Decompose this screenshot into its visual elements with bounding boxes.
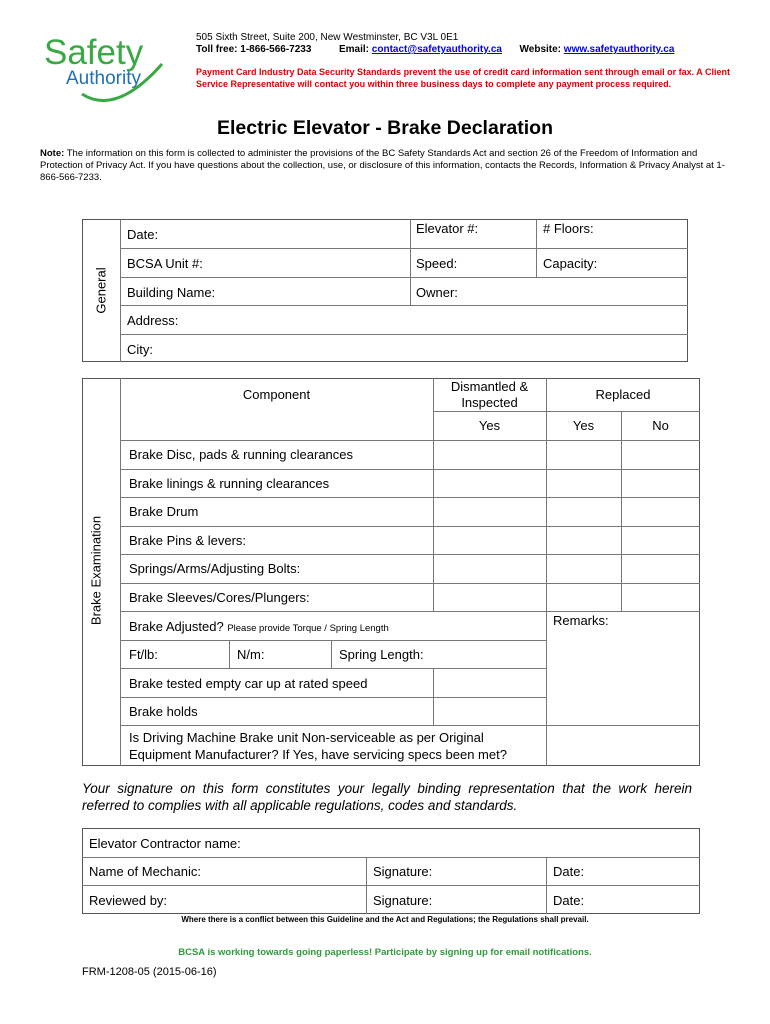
- privacy-note: [40, 148, 732, 184]
- brake-adjusted-label: Brake Adjusted? Please provide Torque / Spring Length: [129, 619, 389, 634]
- header-contact-line: [196, 44, 674, 56]
- pci-notice: Payment Card Industry Data Security Standards prevent the use of credit card information sent through email or fax. A Client Service Representative will contact you within three business days to complete any payment process required.: [196, 67, 730, 89]
- general-section-label: General: [93, 267, 109, 314]
- website-link[interactable]: www.safetyauthority.ca: [563, 44, 675, 55]
- mechanic-name-field[interactable]: Name of Mechanic:: [89, 864, 201, 879]
- note-label: Note:: [40, 148, 65, 159]
- email-link[interactable]: contact@safetyauthority.ca: [371, 44, 502, 55]
- replaced-yes-header: Yes: [572, 418, 595, 433]
- brake-holds-label: Brake holds: [129, 704, 198, 719]
- unit-number-field[interactable]: BCSA Unit #:: [127, 256, 203, 271]
- elevator-number-field[interactable]: Elevator #:: [416, 221, 479, 236]
- nonserviceable-question: Is Driving Machine Brake unit Non-serviceable as per Original Equipment Manufacturer? If Yes, have servicing specs been met?: [129, 730, 507, 762]
- dismantled-inspected-header: Dismantled & Inspected: [450, 379, 529, 410]
- safety-authority-logo: [38, 30, 178, 110]
- form-title: Electric Elevator - Brake Declaration: [217, 117, 553, 139]
- logo-word-authority: Authority: [66, 68, 141, 89]
- contractor-name-field[interactable]: Elevator Contractor name:: [89, 836, 241, 851]
- header-address: 505 Sixth Street, Suite 200, New Westminster, BC V3L 0E1: [196, 32, 459, 43]
- brake-section-label: Brake Examination: [88, 515, 104, 626]
- brake-tested-label: Brake tested empty car up at rated speed: [129, 676, 368, 691]
- speed-field[interactable]: Speed:: [416, 256, 458, 271]
- reviewer-date-field[interactable]: Date:: [553, 893, 585, 908]
- replaced-no-header: No: [652, 418, 669, 433]
- reviewed-by-field[interactable]: Reviewed by:: [89, 893, 168, 908]
- capacity-field[interactable]: Capacity:: [543, 256, 598, 271]
- address-field[interactable]: Address:: [127, 313, 179, 328]
- signature-statement: Your signature on this form constitutes your legally binding representation that the work herein referred to complies with all applicable regulations, codes and standards.: [82, 781, 692, 813]
- date-field[interactable]: Date:: [127, 227, 159, 242]
- mechanic-signature-field[interactable]: Signature:: [373, 864, 433, 879]
- building-name-field[interactable]: Building Name:: [127, 285, 216, 300]
- item-brake-sleeves: Brake Sleeves/Cores/Plungers:: [129, 590, 310, 605]
- item-springs-arms: Springs/Arms/Adjusting Bolts:: [129, 561, 301, 576]
- form-number: FRM-1208-05 (2015-06-16): [82, 966, 217, 978]
- paperless-notice: BCSA is working towards going paperless! Participate by signing up for email notifications.: [178, 947, 592, 958]
- toll-free: Toll free: 1-866-566-7233: [196, 44, 312, 55]
- replaced-header: Replaced: [595, 387, 651, 402]
- owner-field[interactable]: Owner:: [416, 285, 458, 300]
- remarks-field[interactable]: Remarks:: [553, 613, 609, 628]
- item-brake-linings: Brake linings & running clearances: [129, 476, 330, 491]
- email-label: Email:: [339, 44, 370, 55]
- item-brake-pins: Brake Pins & levers:: [129, 533, 247, 548]
- reviewer-signature-field[interactable]: Signature:: [373, 893, 433, 908]
- ftlb-field[interactable]: Ft/lb:: [129, 647, 158, 662]
- website-label: Website:: [519, 44, 562, 55]
- city-field[interactable]: City:: [127, 342, 153, 357]
- conflict-notice: Where there is a conflict between this Guideline and the Act and Regulations; the Regulations shall prevail.: [181, 915, 589, 924]
- dismantled-yes-header: Yes: [478, 418, 501, 433]
- note-text: The information on this form is collected to administer the provisions of the BC Safety Standards Act and section 26 of the Freedom of Information and Protection of Privacy Act. If you have questions about the collection, use, or disclosure of this information, contacts the Records, Information & Privacy Analyst at 1-866-566-7233.: [40, 148, 725, 183]
- item-brake-disc: Brake Disc, pads & running clearances: [129, 447, 354, 462]
- logo-word-safety: Safety: [44, 33, 144, 72]
- item-brake-drum: Brake Drum: [129, 504, 199, 519]
- mechanic-date-field[interactable]: Date:: [553, 864, 585, 879]
- nm-field[interactable]: N/m:: [237, 647, 265, 662]
- spring-length-field[interactable]: Spring Length:: [339, 647, 424, 662]
- component-header: Component: [242, 387, 311, 402]
- floors-field[interactable]: # Floors:: [543, 221, 594, 236]
